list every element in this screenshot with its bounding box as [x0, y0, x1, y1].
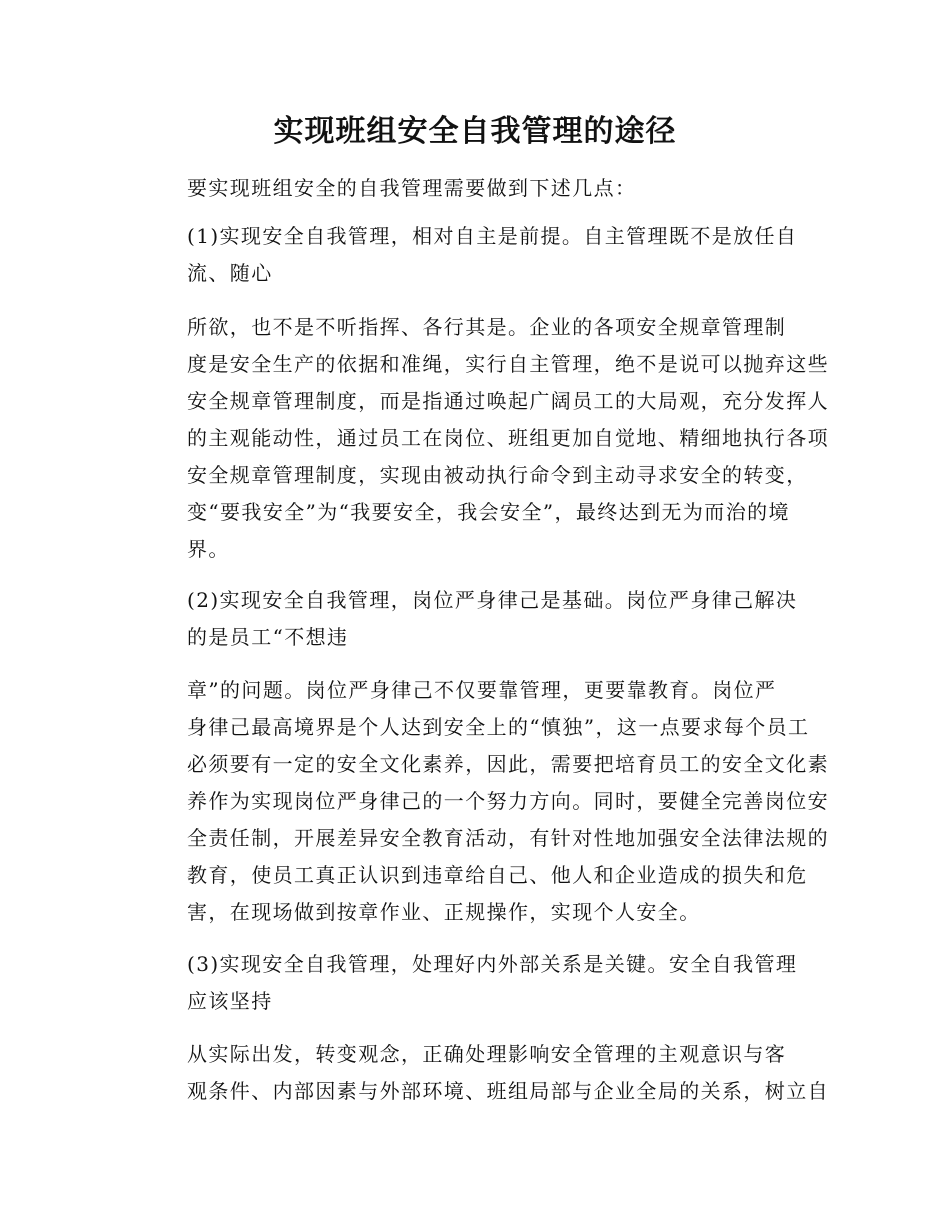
- intro-line: 要实现班组安全的自我管理需要做到下述几点：: [187, 176, 637, 200]
- paragraph-line: (1)实现安全自我管理，相对自主是前提。自主管理既不是放任自: [187, 224, 798, 248]
- paragraph-line: (2)实现安全自我管理，岗位严身律己是基础。岗位严身律己解决: [187, 588, 798, 612]
- intro-paragraph: [141, 170, 809, 207]
- paragraph-line: 养作为实现岗位严身律己的一个努力方向。同时，要健全完善岗位安: [187, 789, 829, 813]
- paragraph-line: 必须要有一定的安全文化素养，因此，需要把培育员工的安全文化素: [187, 752, 829, 776]
- paragraph-line: 安全规章管理制度，实现由被动执行命令到主动寻求安全的转变，: [187, 463, 808, 487]
- paragraph-line: (3)实现安全自我管理，处理好内外部关系是关键。安全自我管理: [187, 952, 798, 976]
- paragraph-line: 流、随心: [187, 261, 273, 285]
- item2-heading-paragraph: [141, 582, 809, 656]
- paragraph-line: 章”的问题。岗位严身律己不仅要靠管理，更要靠教育。岗位严: [187, 678, 777, 702]
- item3-body-paragraph: [141, 1036, 829, 1110]
- paragraph-line: 所欲，也不是不听指挥、各行其是。企业的各项安全规章管理制: [187, 315, 787, 339]
- paragraph-line: 全责任制，开展差异安全教育活动，有针对性地加强安全法律法规的: [187, 826, 829, 850]
- paragraph-line: 从实际出发，转变观念，正确处理影响安全管理的主观意识与客: [187, 1042, 787, 1066]
- paragraph-line: 应该坚持: [187, 989, 273, 1013]
- item1-heading-paragraph: [141, 218, 809, 292]
- paragraph-line: 变“要我安全”为“我要安全，我会安全”，最终达到无为而治的境: [187, 500, 790, 524]
- paragraph-line: 害，在现场做到按章作业、正规操作，实现个人安全。: [187, 900, 701, 924]
- paragraph-line: 界。: [187, 537, 230, 561]
- paragraph-line: 观条件、内部因素与外部环境、班组局部与企业全局的关系，树立自: [187, 1079, 829, 1103]
- paragraph-line: 教育，使员工真正认识到违章给自己、他人和企业造成的损失和危: [187, 863, 808, 887]
- item3-heading-paragraph: [141, 946, 809, 1020]
- paragraph-line: 身律己最高境界是个人达到安全上的“慎独”，这一点要求每个员工: [187, 715, 810, 739]
- item2-body-paragraph: [141, 672, 829, 931]
- paragraph-line: 度是安全生产的依据和准绳，实行自主管理，绝不是说可以抛弃这些: [187, 352, 829, 376]
- paragraph-line: 的是员工“不想违: [187, 625, 349, 649]
- paragraph-line: 的主观能动性，通过员工在岗位、班组更加自觉地、精细地执行各项: [187, 426, 829, 450]
- paragraph-line: 安全规章管理制度，而是指通过唤起广阔员工的大局观，充分发挥人: [187, 389, 829, 413]
- document-title: 实现班组安全自我管理的途径: [273, 114, 677, 149]
- item1-body-paragraph: [141, 309, 829, 568]
